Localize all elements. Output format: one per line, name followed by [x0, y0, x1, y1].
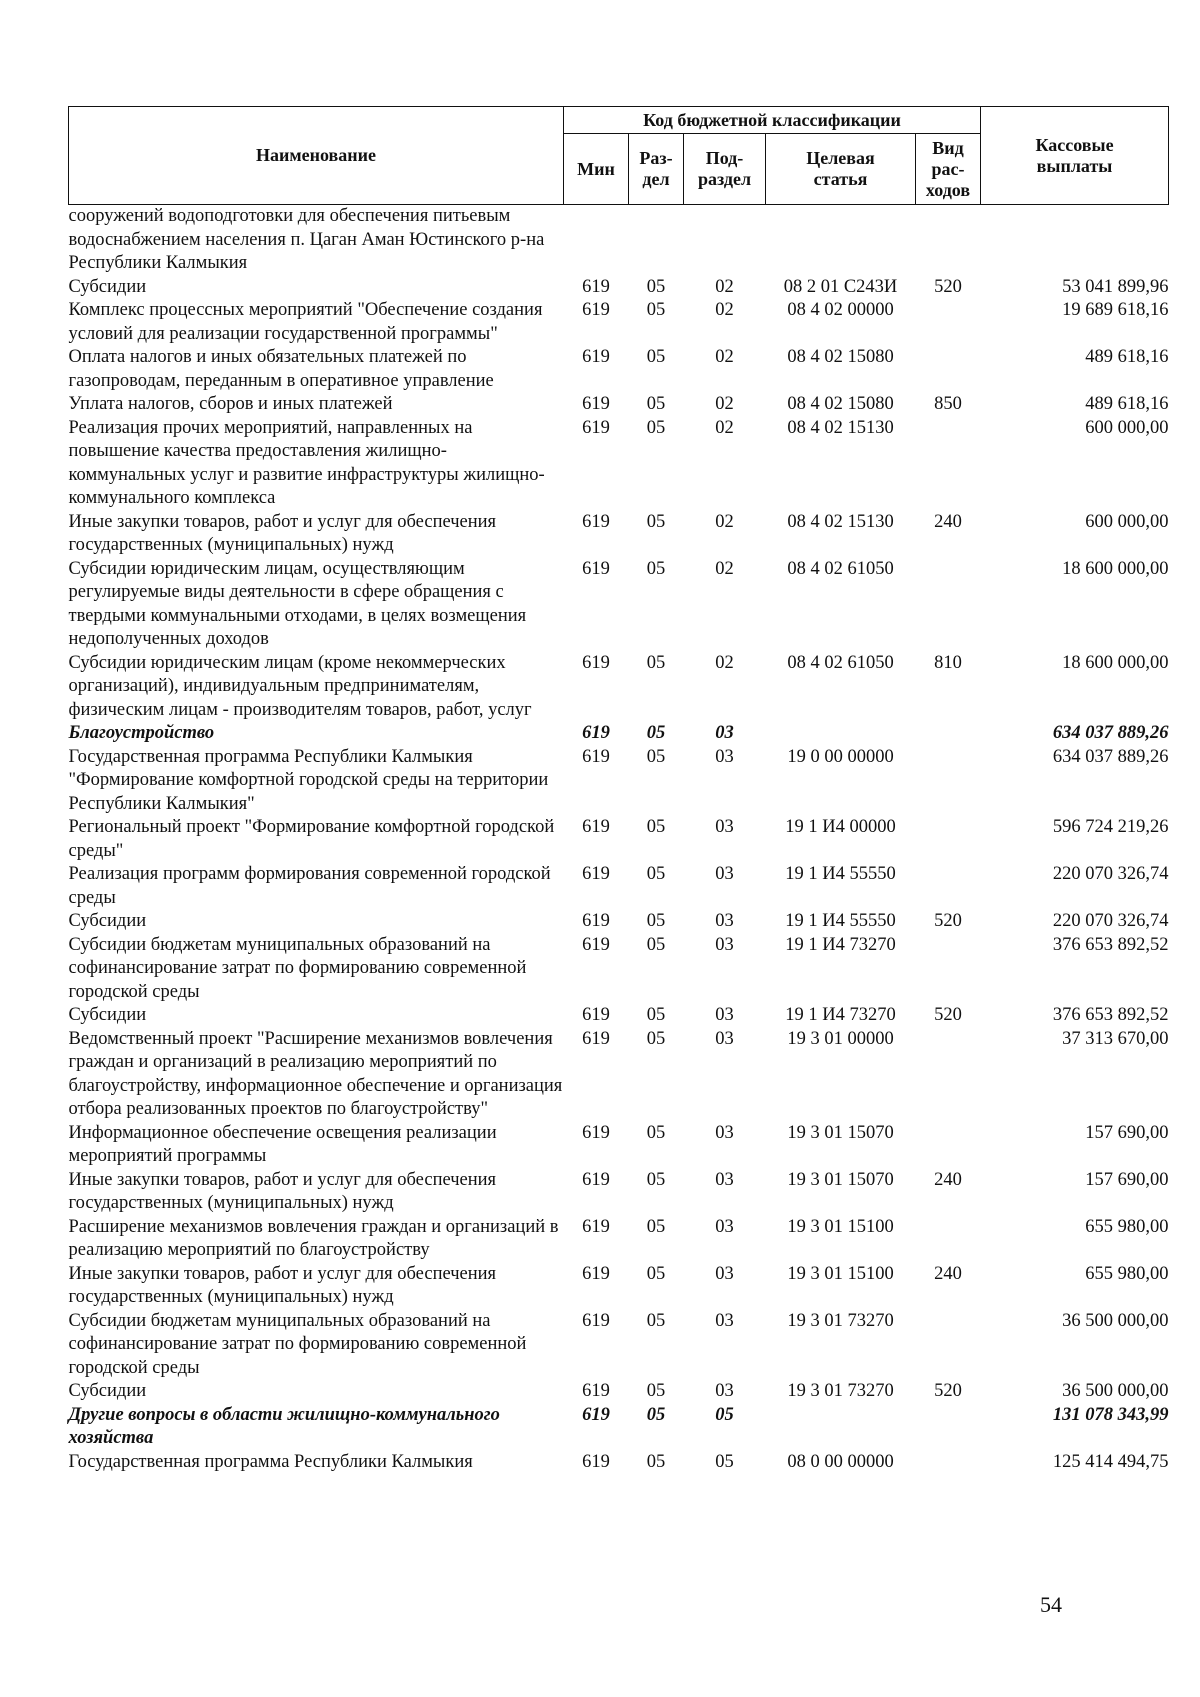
row-amount: 489 618,16 — [1085, 347, 1169, 367]
row-razdel: 05 — [646, 276, 666, 297]
row-target-article: 19 0 00 00000 — [787, 746, 894, 767]
row-target-article: 19 3 01 00000 — [787, 1028, 894, 1049]
table-row — [69, 346, 1169, 393]
row-podrazdel: 02 — [715, 511, 734, 532]
row-target-article: 08 4 02 15080 — [787, 394, 894, 414]
row-podrazdel: 02 — [715, 652, 734, 673]
row-razdel: 05 — [646, 417, 666, 438]
table-row — [69, 934, 1169, 1005]
row-target-article: 08 0 00 00000 — [787, 1451, 894, 1472]
row-name: Реализация программ формирования современной городской среды — [68, 864, 551, 908]
row-min — [564, 205, 629, 276]
row-razdel: 05 — [646, 1005, 666, 1025]
row-podrazdel: 03 — [715, 1216, 734, 1237]
table-row — [69, 910, 1169, 934]
row-name: Субсидии бюджетам муниципальных образований на софинансирование затрат по формированию современной городской среды — [68, 934, 527, 1002]
row-podrazdel: 03 — [715, 723, 734, 743]
row-min: 619 — [582, 817, 610, 837]
row-amount: 596 724 219,26 — [1052, 817, 1169, 837]
row-min: 619 — [582, 347, 610, 367]
table-row — [69, 558, 1169, 652]
row-name: Расширение механизмов вовлечения граждан и организаций в реализацию мероприятий по благоустройству — [68, 1216, 559, 1260]
row-expense-type — [916, 746, 981, 817]
header-tselevaya: Целевая статья — [766, 134, 916, 205]
page-number: 54 — [1040, 1592, 1062, 1617]
row-name: Иные закупки товаров, работ и услуг для обеспечения государственных (муниципальных) нужд — [68, 1169, 497, 1213]
row-expense-type: 240 — [934, 1169, 962, 1190]
row-podrazdel: 03 — [715, 1005, 734, 1025]
row-podrazdel — [684, 205, 766, 276]
row-podrazdel: 05 — [715, 1451, 734, 1472]
row-amount: 634 037 889,26 — [1052, 723, 1169, 743]
row-expense-type — [916, 934, 981, 1005]
table-row — [69, 417, 1169, 511]
row-name: Благоустройство — [68, 723, 215, 743]
row-expense-type — [916, 1451, 981, 1475]
row-expense-type — [916, 299, 981, 346]
table-row — [69, 1169, 1169, 1216]
row-amount: 131 078 343,99 — [1052, 1404, 1169, 1425]
table-row — [69, 1380, 1169, 1404]
table-row — [69, 652, 1169, 723]
row-amount: 19 689 618,16 — [1062, 300, 1169, 320]
row-amount: 18 600 000,00 — [1062, 558, 1169, 579]
row-name: Иные закупки товаров, работ и услуг для обеспечения государственных (муниципальных) нужд — [68, 1263, 497, 1307]
row-amount: 634 037 889,26 — [1052, 746, 1169, 767]
row-razdel: 05 — [646, 652, 666, 673]
table-row — [69, 205, 1169, 276]
row-min: 619 — [582, 394, 610, 414]
row-target-article: 19 1 И4 55550 — [785, 911, 896, 931]
header-name: Наименование — [69, 107, 564, 205]
row-expense-type — [916, 1122, 981, 1169]
row-target-article: 19 3 01 15100 — [787, 1216, 894, 1237]
row-min: 619 — [582, 1404, 610, 1425]
row-expense-type — [916, 863, 981, 910]
row-amount: 36 500 000,00 — [1062, 1381, 1169, 1401]
row-min: 619 — [582, 511, 610, 532]
row-target-article: 08 4 02 15130 — [787, 417, 894, 438]
row-amount: 655 980,00 — [1085, 1216, 1169, 1237]
row-min: 619 — [582, 1028, 610, 1049]
row-podrazdel: 03 — [715, 864, 734, 884]
row-name: Субсидии бюджетам муниципальных образований на софинансирование затрат по формированию современной городской среды — [68, 1310, 527, 1378]
row-expense-type — [916, 205, 981, 276]
header-podrazdel: Под- раздел — [684, 134, 766, 205]
row-razdel: 05 — [646, 911, 666, 931]
table-row — [69, 393, 1169, 417]
row-min: 619 — [582, 1263, 610, 1284]
row-target-article: 08 2 01 С243И — [783, 276, 898, 297]
row-target-article: 19 1 И4 73270 — [785, 1005, 896, 1025]
row-razdel: 05 — [646, 1028, 666, 1049]
row-expense-type: 850 — [934, 394, 962, 414]
row-razdel: 05 — [646, 1404, 666, 1425]
row-razdel: 05 — [646, 864, 666, 884]
row-name: Другие вопросы в области жилищно-коммунального хозяйства — [68, 1404, 500, 1448]
row-expense-type: 520 — [934, 1005, 962, 1025]
row-min: 619 — [582, 934, 610, 955]
row-amount: 157 690,00 — [1085, 1169, 1169, 1190]
row-name: Реализация прочих мероприятий, направленных на повышение качества предоставления жилищно-коммунальных услуг и развитие инфраструктуры жилищно-коммунального комплекса — [68, 417, 545, 508]
row-name: Ведомственный проект "Расширение механизмов вовлечения граждан и организаций в реализацию мероприятий по благоустройству, информационное обеспечение и организация отбора реализованных проектов по благоустройству" — [68, 1028, 563, 1119]
row-min: 619 — [582, 911, 610, 931]
row-name: Субсидии юридическим лицам (кроме некоммерческих организаций), индивидуальным предпринимателям, физическим лицам - производителям товаров, работ, услуг — [68, 652, 532, 720]
row-razdel: 05 — [646, 300, 666, 320]
row-min: 619 — [582, 723, 610, 743]
row-name: Государственная программа Республики Калмыкия — [68, 1451, 473, 1472]
header-razdel: Раз- дел — [629, 134, 684, 205]
row-podrazdel: 02 — [715, 276, 734, 297]
row-target-article: 08 4 02 61050 — [787, 558, 894, 579]
row-amount: 600 000,00 — [1085, 511, 1169, 532]
row-podrazdel: 03 — [715, 934, 734, 955]
table-row — [69, 1310, 1169, 1381]
row-min: 619 — [582, 746, 610, 767]
row-amount: 600 000,00 — [1085, 417, 1169, 438]
budget-document — [68, 106, 1168, 1474]
row-amount: 18 600 000,00 — [1062, 652, 1169, 673]
row-target-article: 19 1 И4 55550 — [785, 864, 896, 884]
row-name: Уплата налогов, сборов и иных платежей — [68, 394, 393, 414]
row-expense-type — [916, 558, 981, 652]
row-expense-type — [916, 722, 981, 746]
row-podrazdel: 02 — [715, 347, 734, 367]
table-row — [69, 816, 1169, 863]
row-min: 619 — [582, 1381, 610, 1401]
row-expense-type: 520 — [934, 911, 962, 931]
row-target-article: 19 3 01 73270 — [787, 1381, 894, 1401]
row-podrazdel: 02 — [715, 394, 734, 414]
row-target-article — [766, 1404, 916, 1451]
row-razdel: 05 — [646, 1451, 666, 1472]
header-code-group: Код бюджетной классификации — [564, 107, 981, 134]
row-amount: 220 070 326,74 — [1052, 864, 1169, 884]
header-vid: Вид рас- ходов — [916, 134, 981, 205]
row-name: Иные закупки товаров, работ и услуг для обеспечения государственных (муниципальных) нужд — [68, 511, 497, 555]
row-razdel: 05 — [646, 511, 666, 532]
row-razdel: 05 — [646, 746, 666, 767]
row-amount: 53 041 899,96 — [1062, 276, 1169, 297]
budget-table — [68, 106, 1169, 1474]
row-expense-type: 240 — [934, 1263, 962, 1284]
row-razdel: 05 — [646, 1169, 666, 1190]
row-razdel: 05 — [646, 1263, 666, 1284]
row-podrazdel: 03 — [715, 1122, 734, 1143]
row-podrazdel: 03 — [715, 1263, 734, 1284]
row-target-article: 19 3 01 15100 — [787, 1263, 894, 1284]
row-target-article: 19 1 И4 73270 — [785, 934, 896, 955]
row-target-article — [766, 205, 916, 276]
row-target-article: 08 4 02 15130 — [787, 511, 894, 532]
row-expense-type — [916, 1028, 981, 1122]
row-expense-type — [916, 1404, 981, 1451]
table-row — [69, 1263, 1169, 1310]
row-expense-type: 810 — [934, 652, 962, 673]
row-expense-type: 520 — [934, 276, 962, 297]
row-name: сооружений водоподготовки для обеспечения питьевым водоснабжением населения п. Цаган Аман Юстинского р-на Республики Калмыкия — [68, 206, 545, 273]
row-razdel: 05 — [646, 1122, 666, 1143]
row-amount: 37 313 670,00 — [1062, 1028, 1169, 1049]
row-min: 619 — [582, 300, 610, 320]
row-podrazdel: 05 — [715, 1404, 734, 1425]
row-target-article: 08 4 02 61050 — [787, 652, 894, 673]
row-expense-type — [916, 816, 981, 863]
row-razdel: 05 — [646, 347, 666, 367]
header-min: Мин — [564, 134, 629, 205]
row-min: 619 — [582, 1216, 610, 1237]
row-min: 619 — [582, 652, 610, 673]
row-min: 619 — [582, 417, 610, 438]
row-name: Комплекс процессных мероприятий "Обеспечение создания условий для реализации государственной программы" — [68, 300, 543, 344]
row-razdel — [629, 205, 684, 276]
row-podrazdel: 03 — [715, 746, 734, 767]
row-name: Региональный проект "Формирование комфортной городской среды" — [68, 817, 555, 861]
row-podrazdel: 03 — [715, 817, 734, 837]
table-row — [69, 299, 1169, 346]
row-amount: 157 690,00 — [1085, 1122, 1169, 1143]
table-row — [69, 1404, 1169, 1451]
table-row — [69, 1451, 1169, 1475]
row-target-article — [766, 722, 916, 746]
row-expense-type — [916, 346, 981, 393]
table-row — [69, 276, 1169, 300]
row-min: 619 — [582, 1310, 610, 1331]
row-name: Субсидии — [68, 911, 147, 931]
row-amount: 489 618,16 — [1085, 394, 1169, 414]
table-row — [69, 1122, 1169, 1169]
row-amount: 220 070 326,74 — [1052, 911, 1169, 931]
row-podrazdel: 03 — [715, 1028, 734, 1049]
table-row — [69, 511, 1169, 558]
table-row — [69, 1216, 1169, 1263]
row-target-article: 19 3 01 15070 — [787, 1169, 894, 1190]
header-amount: Кассовые выплаты — [981, 107, 1169, 205]
row-min: 619 — [582, 1005, 610, 1025]
row-razdel: 05 — [646, 1310, 666, 1331]
row-podrazdel: 02 — [715, 300, 734, 320]
row-podrazdel: 02 — [715, 417, 734, 438]
row-min: 619 — [582, 1169, 610, 1190]
table-row — [69, 863, 1169, 910]
row-expense-type: 240 — [934, 511, 962, 532]
row-target-article: 19 3 01 73270 — [787, 1310, 894, 1331]
row-name: Субсидии — [68, 1005, 147, 1025]
row-name: Государственная программа Республики Калмыкия "Формирование комфортной городской среды на территории Республики Калмыкия" — [68, 746, 549, 814]
row-podrazdel: 03 — [715, 1169, 734, 1190]
row-razdel: 05 — [646, 934, 666, 955]
table-body — [69, 205, 1169, 1475]
row-razdel: 05 — [646, 1381, 666, 1401]
row-razdel: 05 — [646, 723, 666, 743]
row-min: 619 — [582, 1122, 610, 1143]
row-podrazdel: 03 — [715, 1310, 734, 1331]
row-name: Информационное обеспечение освещения реализации мероприятий программы — [68, 1122, 497, 1166]
row-name: Оплата налогов и иных обязательных платежей по газопроводам, переданным в оперативное управление — [68, 347, 494, 391]
row-podrazdel: 03 — [715, 1381, 734, 1401]
row-amount: 376 653 892,52 — [1052, 934, 1169, 955]
row-razdel: 05 — [646, 394, 666, 414]
row-expense-type — [916, 1310, 981, 1381]
row-name: Субсидии юридическим лицам, осуществляющим регулируемые виды деятельности в сфере обращения с твердыми коммунальными отходами, в целях возмещения недополученных доходов — [68, 558, 527, 649]
row-target-article: 08 4 02 15080 — [787, 347, 894, 367]
row-razdel: 05 — [646, 558, 666, 579]
row-target-article: 08 4 02 00000 — [787, 300, 894, 320]
row-amount — [981, 205, 1169, 276]
row-amount: 655 980,00 — [1085, 1263, 1169, 1284]
row-expense-type: 520 — [934, 1381, 962, 1401]
table-row — [69, 1028, 1169, 1122]
table-row — [69, 1004, 1169, 1028]
table-row — [69, 746, 1169, 817]
row-expense-type — [916, 417, 981, 511]
row-amount: 376 653 892,52 — [1052, 1005, 1169, 1025]
row-podrazdel: 02 — [715, 558, 734, 579]
row-name: Субсидии — [68, 1381, 147, 1401]
row-target-article: 19 1 И4 00000 — [785, 817, 896, 837]
row-min: 619 — [582, 1451, 610, 1472]
row-name: Субсидии — [68, 276, 147, 297]
row-podrazdel: 03 — [715, 911, 734, 931]
row-target-article: 19 3 01 15070 — [787, 1122, 894, 1143]
row-min: 619 — [582, 558, 610, 579]
row-amount: 125 414 494,75 — [1052, 1451, 1169, 1472]
row-razdel: 05 — [646, 817, 666, 837]
row-min: 619 — [582, 864, 610, 884]
row-expense-type — [916, 1216, 981, 1263]
row-min: 619 — [582, 276, 610, 297]
table-row — [69, 722, 1169, 746]
row-razdel: 05 — [646, 1216, 666, 1237]
row-amount: 36 500 000,00 — [1062, 1310, 1169, 1331]
